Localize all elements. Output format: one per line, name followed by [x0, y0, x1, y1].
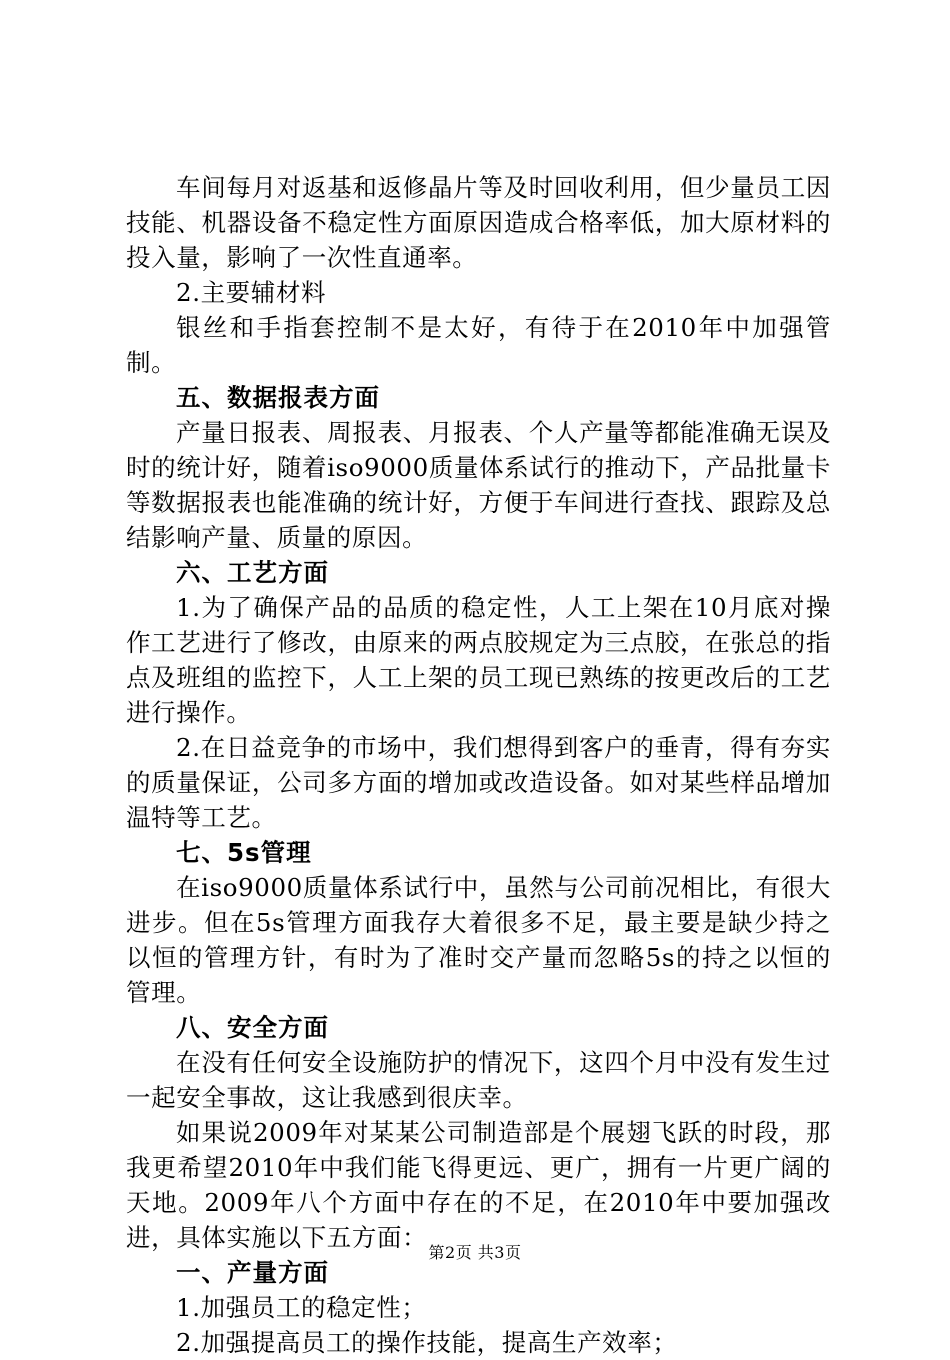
- paragraph-output-item-1: 1.加强员工的稳定性；: [176, 1293, 427, 1322]
- paragraph-process-item-2: 2.在日益竞争的市场中，我们想得到客户的垂青，得有夯实的质量保证，公司多方面的增加或改造设备。如对某些样品增加温特等工艺。: [126, 733, 831, 832]
- section-heading-data-reports: 五、数据报表方面: [176, 383, 380, 412]
- section-heading-process: 六、工艺方面: [176, 558, 329, 587]
- section-heading-5s: 七、5s管理: [176, 838, 312, 867]
- paragraph-silver-wire-control: 银丝和手指套控制不是太好，有待于在2010年中加强管制。: [126, 313, 831, 377]
- paragraph-outlook: 如果说2009年对某某公司制造部是个展翅飞跃的时段，那我更希望2010年中我们能飞得更远、更广，拥有一片更广阔的天地。2009年八个方面中存在的不足，在2010年中要加强改进，具体实施以下五方面：: [126, 1118, 831, 1252]
- paragraph-rework-recycling: 车间每月对返基和返修晶片等及时回收利用，但少量员工因技能、机器设备不稳定性方面原因造成合格率低，加大原材料的投入量，影响了一次性直通率。: [126, 173, 831, 272]
- paragraph-process-item-1: 1.为了确保产品的品质的稳定性，人工上架在10月底对操作工艺进行了修改，由原来的两点胶规定为三点胶，在张总的指点及班组的监控下，人工上架的员工现已熟练的按更改后的工艺进行操作。: [126, 593, 831, 727]
- paragraph-5s-management: 在iso9000质量体系试行中，虽然与公司前况相比，有很大进步。但在5s管理方面我存大着很多不足，最主要是缺少持之以恒的管理方针，有时为了准时交产量而忽略5s的持之以恒的管理。: [126, 873, 831, 1007]
- paragraph-data-reports: 产量日报表、周报表、月报表、个人产量等都能准确无误及时的统计好，随着iso9000质量体系试行的推动下，产品批量卡等数据报表也能准确的统计好，方便于车间进行查找、跟踪及总结影响产量、质量的原因。: [126, 418, 831, 552]
- document-body: [126, 170, 831, 1360]
- paragraph-output-item-2: 2.加强提高员工的操作技能，提高生产效率；: [176, 1328, 678, 1357]
- section-heading-safety: 八、安全方面: [176, 1013, 329, 1042]
- page-number-footer: 第2页 共3页: [428, 1243, 522, 1262]
- section-heading-output: 一、产量方面: [176, 1258, 329, 1287]
- paragraph-auxiliary-materials-item: 2.主要辅材料: [176, 278, 327, 307]
- paragraph-safety: 在没有任何安全设施防护的情况下，这四个月中没有发生过一起安全事故，这让我感到很庆幸。: [126, 1048, 831, 1112]
